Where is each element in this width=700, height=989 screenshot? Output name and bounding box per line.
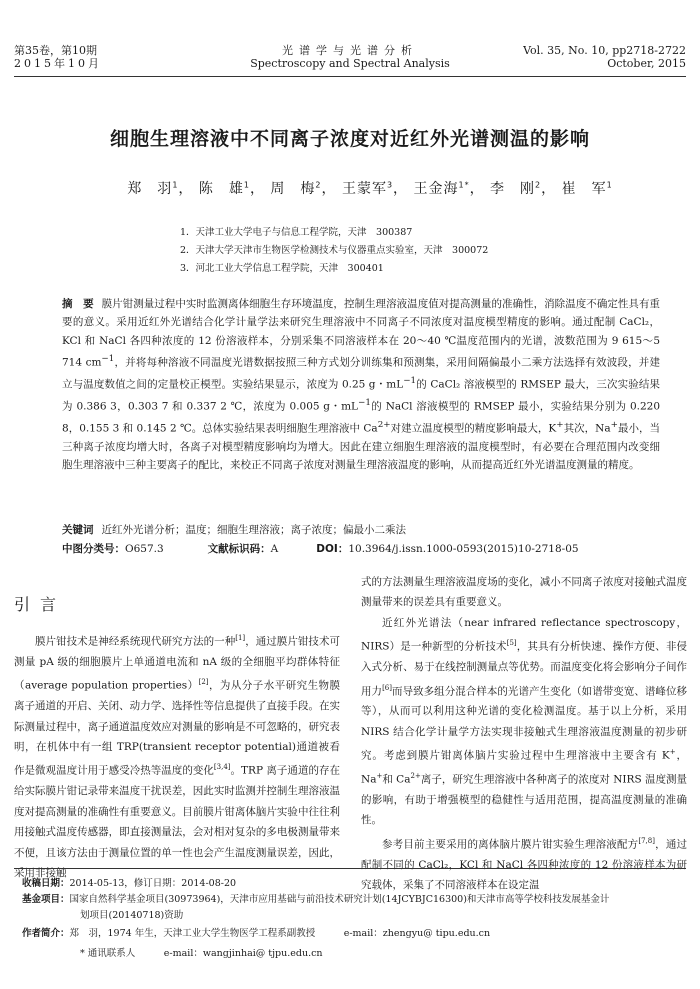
footnote-divider	[14, 868, 686, 869]
footnote-funding: 基金项目：国家自然科学基金项目(30973964)，天津市应用基础与前沿技术研究计划(14JCYBJC16300)和天津市高等学校科技发展基金计	[22, 894, 610, 905]
doi-value: 10.3964/j.issn.1000-0593(2015)10-2718-05	[348, 543, 579, 555]
journal-volume-info	[14, 44, 102, 70]
volume-pages: Vol. 35, No. 10, pp2718-2722	[523, 44, 686, 57]
journal-name-en: Spectroscopy and Spectral Analysis	[250, 57, 450, 70]
keywords-text: 近红外光谱分析；温度；细胞生理溶液；离子浓度；偏最小二乘法	[101, 524, 406, 536]
author: 王蒙军$^3$	[341, 180, 394, 197]
journal-name	[200, 44, 500, 70]
journal-name-cn: 光谱学与光谱分析	[282, 44, 418, 57]
paragraph: 近红外光谱法（near infrared reflectance spectroscopy，NIRS）是一种新型的分析技术[5]，其具有分析快速、操作方便、非侵入式分析、易于在线控制测量点等优势。而温度变化将会影响分子间作用力[6]而导致多组分混合样本的光谱产生变化（如谱带变宽、谱峰位移等），从而可以利用这种光谱的变化检测温度。基于以上分析，采用 NIRS 结合化学计量学方法实现非接触式生理溶液温度测量的初步研究。考虑到膜片钳离体脑片实验过程中生理溶液中主要含有 K+，Na+和 $Ca^{2+}$离子，研究生理溶液中各种离子的浓度对 NIRS 温度测量的影响，有助于增强模型的稳健性与适用范围，提高温度测量的准确性。	[361, 616, 688, 827]
author: 郑 羽$^1$	[127, 180, 179, 197]
author: 李 刚$^2$	[490, 180, 542, 197]
affiliation-list	[180, 224, 488, 278]
clc-value: O657.3	[125, 543, 164, 555]
footnote-author: 作者简介：郑 羽，1974 年生，天津工业大学生物医学工程系副教授 e-mail：zhengyu@ tipu.edu.cn	[22, 928, 491, 939]
abstract-label: 摘 要	[62, 298, 94, 310]
doc-code-label: 文献标识码：	[207, 543, 271, 555]
body-column-left	[14, 628, 340, 883]
journal-pages-info	[523, 44, 686, 70]
footnote-corresponding: * 通讯联系人 e-mail：wangjinhai@ tjpu.edu.cn	[80, 948, 323, 959]
volume-issue: 第35卷，第10期	[14, 44, 97, 57]
header-divider	[14, 76, 686, 77]
body-column-right	[361, 572, 687, 896]
paper-title: 细胞生理溶液中不同离子浓度对近红外光谱测温的影响	[109, 128, 590, 150]
affiliation: 2．天津大学天津市生物医学检测技术与仪器重点实验室，天津 300072	[180, 245, 489, 256]
abstract: 摘 要 膜片钳测量过程中实时监测离体细胞生存环境温度，控制生理溶液温度值对提高测量的准确性，消除温度不确定性具有重要的意义。采用近红外光谱结合化学计量学法来研究生理溶液中不同离子不同浓度对温度模型精度的影响。通过配制 CaCl₂，KCl 和 NaCl 各四种浓度的 12 份溶液样本，分别采集不同溶液样本在 20～40 ℃温度范围内的光谱，波数范围为 9 615～5 714 $cm^{-1}$，并将每种溶液不同温度光谱数据按照三种方式划分训练集和预测集，采用间隔偏最小二乘方法选择有效波段，并建立与温度数值之间的定量校正模型。实验结果显示，浓度为 0.25 g・$mL^{-1}$的 CaCl₂ 溶液模型的 RMSEP 最大，三次实验结果为 0.386 3，0.303 7 和 0.337 2 ℃，浓度为 0.005 g・$mL^{-1}$的 NaCl 溶液模型的 RMSEP 最小，实验结果分别为 0.220 8，0.155 3 和 0.145 2 ℃。总体实验结果表明细胞生理溶液中 $Ca^{2+}$对建立温度模型的精度影响最大，K+其次，Na+最小，当三种离子浓度均增大时，各离子对模型精度影响均为增大。因此在建立细胞生理溶液的温度模型时，有必要在合理范围内改变细胞生理溶液中三种主要离子的配比，来校正不同离子浓度对测量生理溶液温度的影响，从而提高近红外光谱温度测量的精度。	[62, 298, 661, 472]
section-title-introduction: 引言	[14, 595, 67, 614]
footnote-received: 收稿日期：2014-05-13，修订日期：2014-08-20	[22, 878, 237, 889]
publication-month: October, 2015	[607, 57, 686, 70]
keywords	[62, 521, 660, 539]
author: 陈 雄$^1$	[198, 180, 250, 197]
clc-label: 中图分类号：	[62, 543, 125, 555]
author: 崔 军$^1$	[561, 180, 613, 197]
author: 王金海$^{1*}$	[413, 180, 470, 197]
classification-line	[62, 540, 682, 558]
doi-label: DOI：	[316, 543, 349, 555]
paragraph: 膜片钳技术是神经系统现代研究方法的一种[1]，通过膜片钳技术可测量 pA 级的细胞膜片上单通道电流和 nA 级的全细胞平均群体特征（average population properties）[2]，为从分子水平研究生物膜离子通道的开启、关闭、动力学、选择性等信息提供了直接手段。在实际测量过程中，离子通道温度效应对测量的影响是不可忽略的，研究表明，在机体中有一组 TRP(transient receptor potential)通道被看作是微观温度计用于感受冷热等温度的变化[3,4]。TRP 离子通道的存在给实际膜片钳记录带来温度干扰误差，因此实时监测并控制生理溶液温度对提高测量的准确性有重要意义。目前膜片钳离体脑片实验中往往利用接触式温度传感器，即直接测量法，会对相对复杂的多电极测量带来不便，且该方法由于测量位置的单一性也会产生温度测量误差，因此，采用非接触	[14, 634, 341, 879]
author-list: 郑 羽$^1$， 陈 雄$^1$， 周 梅$^2$， 王蒙军$^3$， 王金海$^{1*}$， 李 刚$^2$， 崔 军$^1$	[127, 180, 613, 197]
footnote-funding-cont: 划项目(20140718)资助	[80, 910, 184, 921]
issue-date: 2015年10月	[14, 57, 102, 70]
paragraph: 式的方法测量生理溶液温度场的变化，减小不同离子浓度对接触式温度测量带来的误差具有重要意义。	[361, 576, 687, 609]
author: 周 梅$^2$	[270, 180, 322, 197]
keywords-label: 关键词	[62, 524, 94, 536]
paragraph: 参考目前主要采用的离体脑片膜片钳实验生理溶液配方[7,8]，通过配制不同的 CaCl₂，KCl 和 NaCl 各四种浓度的 12 份溶液样本为研究载体，采集了不同溶液样本在设定温	[361, 836, 688, 892]
doc-code-value: A	[270, 543, 279, 555]
affiliation: 1．天津工业大学电子与信息工程学院，天津 300387	[180, 227, 413, 238]
affiliation: 3．河北工业大学信息工程学院，天津 300401	[180, 263, 384, 274]
